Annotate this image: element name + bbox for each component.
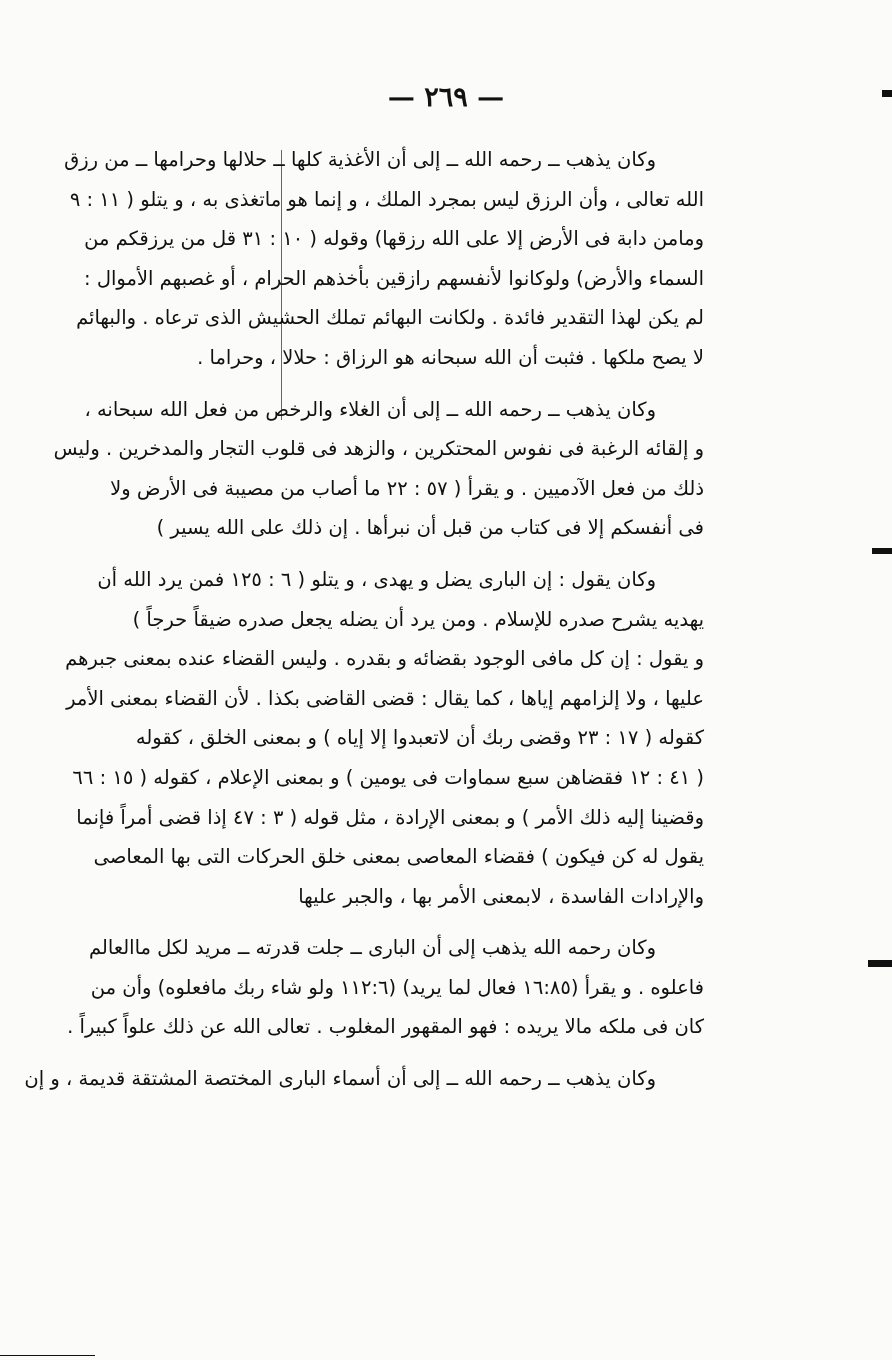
- paragraph-3: [65, 560, 704, 916]
- text-line: فى أنفسكم إلا فى كتاب من قبل أن نبرأها . إن ذلك على الله يسير ): [156, 516, 704, 540]
- text-line: ( ٤١ : ١٢ فقضاهن سبع سماوات فى يومين ) و بمعنى الإعلام ، كقوله ( ١٥ : ٦٦: [72, 765, 704, 789]
- scan-edge-mark-4: [0, 1355, 95, 1356]
- text-line: لا يصح ملكها . فثبت أن الله سبحانه هو الرزاق : حلالا ، وحراما .: [197, 345, 704, 369]
- text-line: و يقول : إن كل مافى الوجود بقضائه و بقدره . وليس القضاء عنده بمعنى جبرهم: [65, 647, 704, 671]
- text-line: وكان يذهب ــ رحمه الله ــ إلى أن الأغذية كلها ــ حلالها وحرامها ــ من رزق: [64, 148, 656, 171]
- text-line: و إلقائه الرغبة فى نفوس المحتكرين ، والزهد فى قلوب التجار والمدخرين . وليس: [53, 437, 704, 461]
- paragraph-gap: [178, 378, 704, 390]
- text-line: وكان يذهب ــ رحمه الله ــ إلى أن أسماء البارى المختصة المشتقة قديمة ، و إن: [24, 1067, 656, 1091]
- text-line: عليها ، ولا إلزامهم إياها ، كما يقال : قضى القاضى بكذا . لأن القضاء بمعنى الأمر: [66, 686, 704, 710]
- body-text: [24, 140, 704, 1099]
- text-line: وكان يقول : إن البارى يضل و يهدى ، و يتلو ( ٦ : ١٢٥ فمن يرد الله أن: [97, 567, 656, 591]
- text-line: السماء والأرض) ولوكانوا لأنفسهم رازقين بأخذهم الحرام ، أو غصبهم الأموال :: [84, 266, 704, 290]
- paragraph-gap: [178, 916, 704, 928]
- paragraph-gap: [178, 548, 704, 560]
- scan-edge-mark-3: [868, 960, 892, 967]
- paragraph-1: [64, 140, 704, 378]
- scan-edge-mark-1: [882, 90, 892, 97]
- paragraph-gap: [178, 1047, 704, 1059]
- text-line: وكان يذهب ــ رحمه الله ــ إلى أن الغلاء والرخص من فعل الله سبحانه ،: [84, 397, 656, 421]
- text-line: يقول له كن فيكون ) فقضاء المعاصى بمعنى خلق الحركات التى بها المعاصى: [93, 845, 704, 869]
- page-number: — ٢٦٩ —: [387, 82, 505, 113]
- text-line: لم يكن لهذا التقدير فائدة . ولكانت البهائم تملك الحشيش الذى ترعاه . والبهائم: [76, 306, 704, 330]
- text-line: يهديه يشرح صدره للإسلام . ومن يرد أن يضله يجعل صدره ضيقاً حرجاً ): [132, 607, 704, 631]
- text-line: وكان رحمه الله يذهب إلى أن البارى ــ جلت قدرته ــ مريد لكل ماالعالم: [88, 936, 656, 960]
- text-line: كان فى ملكه مالا يريده : فهو المقهور المغلوب . تعالى الله عن ذلك علواً كبيراً .: [67, 1015, 704, 1039]
- paragraph-4: [67, 928, 704, 1047]
- text-line: ذلك من فعل الآدميين . و يقرأ ( ٥٧ : ٢٢ ما أصاب من مصيبة فى الأرض ولا: [110, 476, 704, 500]
- text-line: ومامن دابة فى الأرض إلا على الله رزقها) وقوله ( ١٠ : ٣١ قل من يرزقكم من: [84, 227, 704, 251]
- text-line: كقوله ( ١٧ : ٢٣ وقضى ربك أن لاتعبدوا إلا إياه ) و بمعنى الخلق ، كقوله: [135, 726, 704, 750]
- text-line: وقضينا إليه ذلك الأمر ) و بمعنى الإرادة ، مثل قوله ( ٣ : ٤٧ إذا قضى أمراً فإنما: [76, 805, 704, 829]
- text-line: فاعلوه . و يقرأ (١٦:٨٥ فعال لما يريد) (١١٢:٦ ولو شاء ربك مافعلوه) وأن من: [90, 975, 704, 999]
- text-line: والإرادات الفاسدة ، لابمعنى الأمر بها ، والجبر عليها: [298, 884, 704, 908]
- text-line: الله تعالى ، وأن الرزق ليس بمجرد الملك ، و إنما هو ماتغذى به ، و يتلو ( ١١ : ٩: [69, 187, 704, 211]
- paragraph-2: [53, 390, 704, 548]
- paragraph-5: [24, 1059, 704, 1099]
- scan-edge-mark-2: [872, 548, 892, 554]
